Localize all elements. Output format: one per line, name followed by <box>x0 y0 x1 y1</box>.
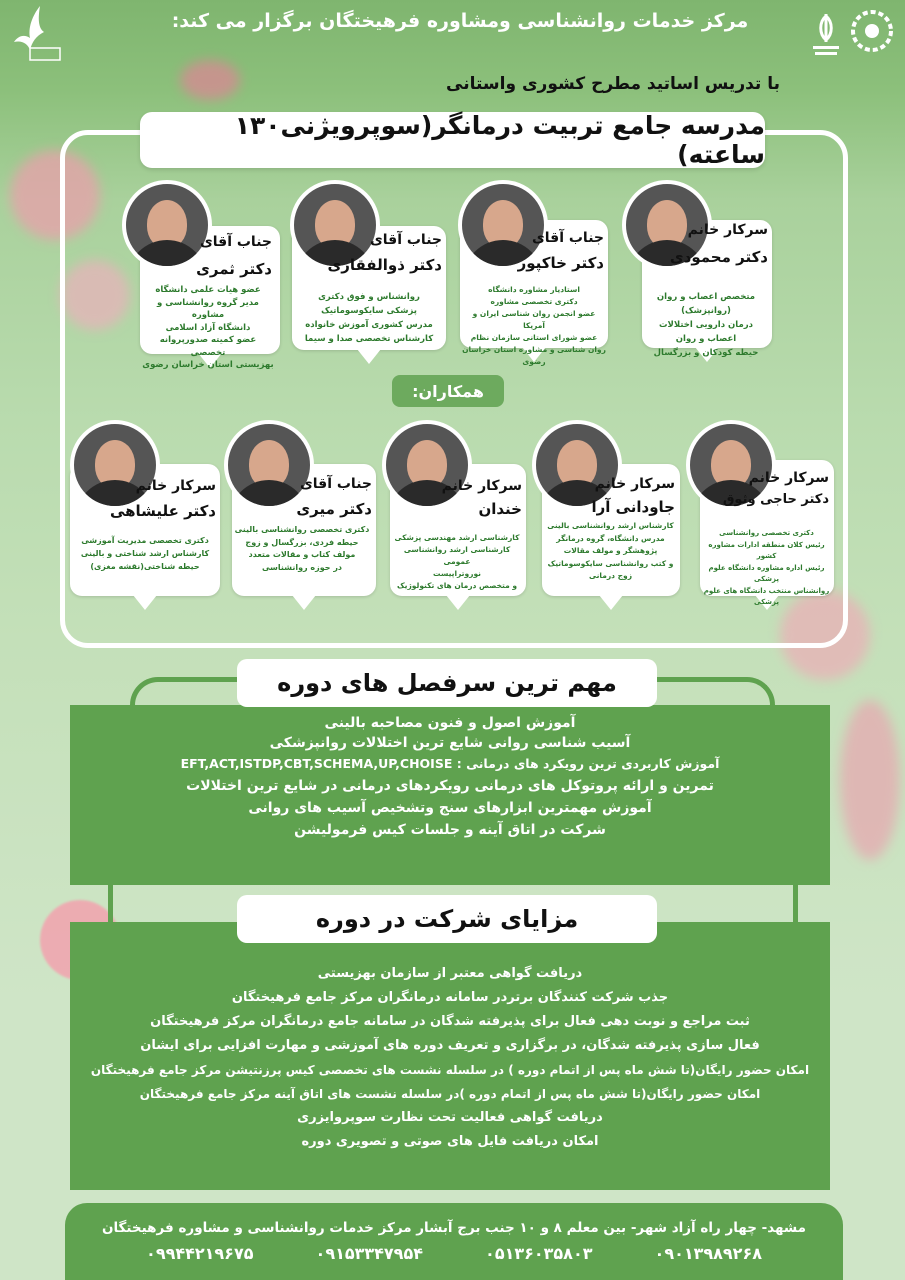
colleague-name: جاودانی آرا <box>591 498 675 516</box>
iran-emblem-icon <box>809 12 843 62</box>
instructor-honorific: جناب آقای <box>531 230 604 246</box>
organizer-heading: مرکز خدمات روانشناسی ومشاوره فرهیختگان برگزار می کند: <box>171 10 749 32</box>
instructor-name: دکتر ثمری <box>196 260 272 278</box>
instructor-honorific: جناب آقای <box>199 234 272 250</box>
colleague-card <box>218 420 378 605</box>
avatar <box>382 420 472 510</box>
benefit-item: جذب شرکت کنندگان برتردر سامانه درمانگران مرکز جامع فرهیختگان <box>231 990 669 1005</box>
blossom-decoration <box>840 700 900 860</box>
topics-section <box>70 705 830 885</box>
phone-number[interactable]: ۰۹۱۵۳۳۴۷۹۵۴ <box>315 1244 423 1263</box>
avatar <box>532 420 622 510</box>
topics-title: مهم ترین سرفصل های دوره <box>237 659 657 707</box>
benefit-item: دریافت گواهی معتبر از سازمان بهزیستی <box>317 966 583 981</box>
subtitle: با تدریس اساتید مطرح کشوری واستانی <box>446 74 780 94</box>
benefit-item: فعال سازی پذیرفته شدگان، در برگزاری و تعریف دوره های آموزشی و مهارت افزایی برای ایشان <box>140 1038 760 1053</box>
instructor-card <box>112 180 280 370</box>
contact-footer <box>65 1203 843 1280</box>
colleague-description: کارشناسی ارشد مهندسی پزشکی کارشناسی ارشد روانشناسی عمومی نوروتراپیست و متخصص درمان های تکنولوژیک <box>394 533 520 590</box>
benefits-section <box>70 922 830 1190</box>
instructor-honorific: سرکار خانم <box>687 222 768 238</box>
topics-list <box>70 705 830 841</box>
colleague-description: دکتری تخصصی روانشناسی بالینی حیطه فردی، بزرگسال و زوج مولف کتاب و مقالات متعدد در حوزه روانشناسی <box>234 525 370 572</box>
phone-list <box>65 1244 843 1263</box>
benefit-item: امکان دریافت فایل های صوتی و تصویری دوره <box>301 1134 599 1149</box>
instructor-description: متخصص اعصاب و روان (روانپزشک) درمان دارویی اختلالات اعصاب و روان حیطه کودکان و بزرگسال <box>653 292 759 358</box>
benefit-item: ثبت مراجع و نوبت دهی فعال برای پذیرفته شدگان در سامانه جامع درمانگران مرکز فرهیختگان <box>150 1014 750 1029</box>
benefits-list <box>70 922 830 1154</box>
colleague-card <box>378 420 528 605</box>
instructor-card <box>282 180 450 365</box>
colleague-card <box>528 420 683 605</box>
phone-number[interactable]: ۰۹۹۴۴۲۱۹۶۷۵ <box>146 1244 254 1263</box>
topic-item: آموزش اصول و فنون مصاحبه بالینی <box>324 715 576 731</box>
bird-logo-icon <box>10 4 62 62</box>
colleague-name: خندان <box>478 500 522 518</box>
benefit-item: امکان حضور رایگان(تا شش ماه پس از اتمام دوره ) در سلسله نشست های تخصصی کیس پرزنتیشن مرکز جامع فرهیختگان <box>90 1063 810 1077</box>
phone-number[interactable]: ۰۹۰۱۳۹۸۹۲۶۸ <box>654 1244 762 1263</box>
colleague-description: دکتری تخصصی مدیریت آموزشی کارشناس ارشد شناختی و بالینی حیطه شناختی(نقشه مغزی) <box>80 536 210 571</box>
instructor-honorific: جناب آقای <box>369 232 442 248</box>
farhikhtegan-logo <box>10 4 62 62</box>
colleague-name: دکتر علیشاهی <box>109 502 216 520</box>
instructor-card <box>452 180 612 365</box>
avatar <box>70 420 160 510</box>
colleague-name: دکتر حاجی وثوق <box>722 492 829 507</box>
avatar <box>224 420 314 510</box>
colleague-card <box>64 420 224 605</box>
instructor-card <box>614 180 774 365</box>
topic-item: آموزش کاربردی ترین رویکرد های درمانی : EFT,ACT,ISTDP,CBT,SCHEMA,UP,CHOISE <box>180 756 720 771</box>
colleague-honorific: جناب آقای <box>299 476 372 492</box>
instructor-description: عضو هیات علمی دانشگاه مدیر گروه روانشناسی و مشاوره دانشگاه آزاد اسلامی عضو کمیته صدورپروانه تخصصی بهزیستی استان خراسان رضوی <box>142 285 274 370</box>
topic-item: تمرین و ارائه پروتوکل های درمانی رویکردهای درمانی در شایع ترین اختلالات <box>186 778 714 794</box>
instructor-description: روانشناس و فوق دکتری پزشکی سایکوسوماتیک مدرس کشوری آموزش خانواده کارشناس تخصصی صدا و سیما <box>304 292 434 344</box>
topic-item: آسیب شناسی روانی شایع ترین اختلالات روانپزشکی <box>269 735 631 751</box>
behzisti-logo-icon <box>851 10 893 52</box>
colleagues-label: همکاران: <box>392 375 504 407</box>
main-title: مدرسه جامع تربیت درمانگر(سوپرویژنی۱۳۰ ساعته) <box>140 112 765 168</box>
colleague-card <box>682 420 837 605</box>
topic-item: شرکت در اتاق آینه و جلسات کیس فرمولیشن <box>294 822 606 838</box>
benefits-title: مزایای شرکت در دوره <box>237 895 657 943</box>
instructor-name: دکتر محمودی <box>669 248 768 266</box>
topic-item: آموزش مهمترین ابزارهای سنج وتشخیص آسیب های روانی <box>248 800 652 816</box>
colleague-honorific: سرکار خانم <box>748 470 829 486</box>
instructor-name: دکتر خاکپور <box>517 254 604 272</box>
colleague-honorific: سرکار خانم <box>441 478 522 494</box>
instructor-description: استادیار مشاوره دانشگاه دکتری تخصصی مشاوره عضو انجمن روان شناسی ایران و آمریکا عضو شورای استانی سازمان نظام روان شناسی و مشاوره استان خراسان رضوی <box>462 285 606 366</box>
colleague-name: دکتر میری <box>296 500 372 518</box>
phone-number[interactable]: ۰۵۱۳۶۰۳۵۸۰۳ <box>485 1244 593 1263</box>
colleague-description: کارشناس ارشد روانشناسی بالینی مدرس دانشگاه، گروه درمانگر پژوهشگر و مولف مقالات و کتب روانشناسی سایکوسوماتیک زوج درمانی <box>547 521 674 580</box>
colleague-honorific: سرکار خانم <box>594 476 675 492</box>
instructor-name: دکتر ذوالفقاری <box>327 256 442 274</box>
blossom-decoration <box>180 60 240 100</box>
address: مشهد- چهار راه آزاد شهر- بین معلم ۸ و ۱۰ جنب برج آبشار مرکز خدمات روانشناسی و مشاوره فرهیختگان <box>101 1220 807 1236</box>
colleague-honorific: سرکار خانم <box>135 478 216 494</box>
benefit-item: دریافت گواهی فعالیت تحت نظارت سوپروایزری <box>297 1110 603 1125</box>
colleague-description: دکتری تخصصی روانشناسی رئیس کلان منطقه ادارات مشاوره کشور رئیس اداره مشاوره دانشگاه علوم پزشکی روانشناس منتخب دانشگاه های علوم پزشکی <box>703 529 830 606</box>
benefit-item: امکان حضور رایگان(تا شش ماه پس از اتمام دوره )در سلسله نشست های اتاق آینه مرکز جامع فرهیختگان <box>139 1087 761 1101</box>
avatar <box>122 180 212 270</box>
